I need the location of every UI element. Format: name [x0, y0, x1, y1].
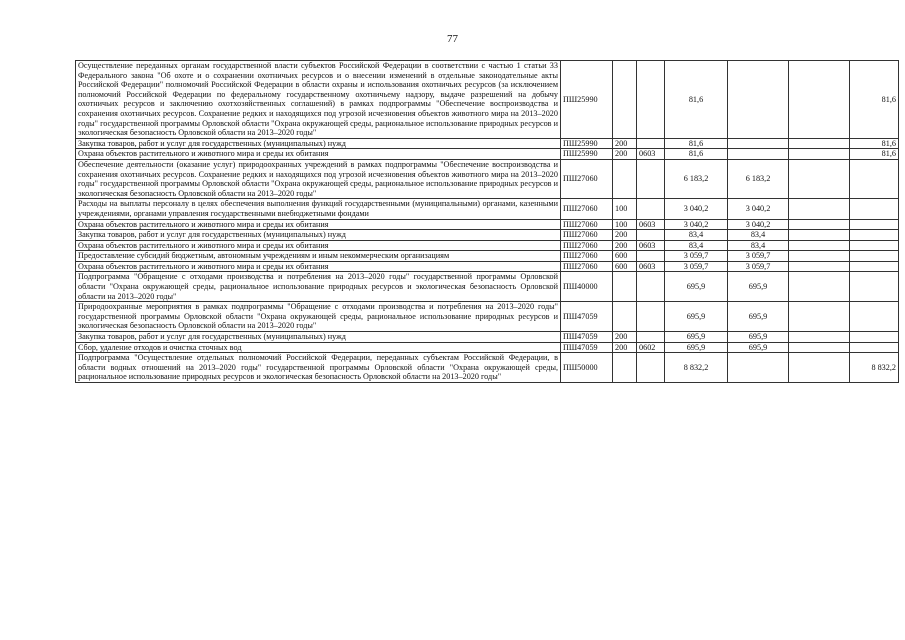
row-extra-amount	[789, 342, 850, 353]
row-section-code	[637, 332, 665, 343]
row-target-code: ПШ40000	[561, 272, 613, 302]
row-extra-amount	[789, 261, 850, 272]
row-federal-amount	[850, 332, 899, 343]
row-description: Природоохранные мероприятия в рамках подпрограммы "Обращение с отходами производства и потребления на 2013–2020 годы" государственной программы Орловской области "Охрана окружающей среды, рациональное использование природных ресурсов и экологическая безопасность Орловской области на 2013–2020 годы"	[76, 302, 561, 332]
row-description: Обеспечение деятельности (оказание услуг) природоохранных учреждений в рамках подпрограммы "Обеспечение воспроизводства и сохранения охотничьих ресурсов. Сохранение редких и находящихся под угрозой исчезновения объектов животного мира на 2013–2020 годы" государственной программы Орловской области "Охрана окружающей среды, рациональное использование природных ресурсов и экологическая безопасность Орловской области на 2013–2020 годы"	[76, 159, 561, 198]
row-description: Закупка товаров, работ и услуг для государственных (муниципальных) нужд	[76, 332, 561, 343]
row-expense-type	[613, 272, 637, 302]
row-total-amount: 695,9	[665, 332, 728, 343]
row-regional-amount: 695,9	[728, 272, 789, 302]
row-federal-amount	[850, 272, 899, 302]
row-expense-type	[613, 159, 637, 198]
row-extra-amount	[789, 230, 850, 241]
row-expense-type: 200	[613, 138, 637, 149]
table-row	[76, 342, 899, 353]
row-description: Расходы на выплаты персоналу в целях обеспечения выполнения функций государственными (муниципальными) органами, казенными учреждениями, органами управления государственными внебюджетными фондами	[76, 199, 561, 219]
row-regional-amount: 695,9	[728, 302, 789, 332]
row-extra-amount	[789, 219, 850, 230]
row-description: Охрана объектов растительного и животного мира и среды их обитания	[76, 149, 561, 160]
row-target-code: ПШ25990	[561, 61, 613, 139]
table-body	[76, 61, 899, 383]
row-expense-type: 100	[613, 199, 637, 219]
row-total-amount: 81,6	[665, 149, 728, 160]
row-section-code: 0603	[637, 149, 665, 160]
row-target-code: ПШ27060	[561, 159, 613, 198]
table-row	[76, 199, 899, 219]
row-extra-amount	[789, 149, 850, 160]
row-section-code	[637, 230, 665, 241]
row-total-amount: 3 059,7	[665, 251, 728, 262]
row-total-amount: 695,9	[665, 342, 728, 353]
row-extra-amount	[789, 240, 850, 251]
budget-table	[75, 60, 899, 383]
row-section-code	[637, 199, 665, 219]
row-regional-amount: 3 059,7	[728, 251, 789, 262]
row-regional-amount: 3 040,2	[728, 219, 789, 230]
row-target-code: ПШ25990	[561, 149, 613, 160]
row-section-code	[637, 272, 665, 302]
row-target-code: ПШ50000	[561, 353, 613, 383]
row-section-code	[637, 159, 665, 198]
row-description: Охрана объектов растительного и животного мира и среды их обитания	[76, 240, 561, 251]
row-target-code: ПШ27060	[561, 230, 613, 241]
row-federal-amount	[850, 230, 899, 241]
row-total-amount: 83,4	[665, 230, 728, 241]
row-expense-type: 100	[613, 219, 637, 230]
table-row	[76, 219, 899, 230]
row-section-code: 0603	[637, 240, 665, 251]
row-regional-amount	[728, 353, 789, 383]
row-extra-amount	[789, 159, 850, 198]
row-federal-amount	[850, 342, 899, 353]
row-target-code: ПШ27060	[561, 261, 613, 272]
row-regional-amount: 3 040,2	[728, 199, 789, 219]
row-total-amount: 6 183,2	[665, 159, 728, 198]
row-section-code	[637, 251, 665, 262]
row-regional-amount: 6 183,2	[728, 159, 789, 198]
table-row	[76, 138, 899, 149]
row-federal-amount: 81,6	[850, 149, 899, 160]
row-target-code: ПШ47059	[561, 302, 613, 332]
row-section-code: 0603	[637, 219, 665, 230]
row-expense-type	[613, 302, 637, 332]
row-extra-amount	[789, 251, 850, 262]
row-description: Охрана объектов растительного и животного мира и среды их обитания	[76, 261, 561, 272]
row-expense-type: 200	[613, 240, 637, 251]
row-regional-amount: 83,4	[728, 230, 789, 241]
row-target-code: ПШ25990	[561, 138, 613, 149]
row-expense-type: 200	[613, 342, 637, 353]
row-expense-type: 600	[613, 251, 637, 262]
row-extra-amount	[789, 332, 850, 343]
row-expense-type: 200	[613, 230, 637, 241]
row-total-amount: 3 040,2	[665, 219, 728, 230]
row-regional-amount: 695,9	[728, 342, 789, 353]
row-federal-amount	[850, 240, 899, 251]
table-row	[76, 149, 899, 160]
table-row	[76, 251, 899, 262]
row-federal-amount: 81,6	[850, 61, 899, 139]
row-extra-amount	[789, 353, 850, 383]
table-row	[76, 159, 899, 198]
row-extra-amount	[789, 199, 850, 219]
table-row	[76, 240, 899, 251]
row-extra-amount	[789, 138, 850, 149]
row-target-code: ПШ27060	[561, 199, 613, 219]
row-description: Подпрограмма "Обращение с отходами производства и потребления на 2013–2020 годы" государственной программы Орловской области "Охрана окружающей среды, рациональное использование природных ресурсов и экологическая безопасность Орловской области на 2013–2020 годы"	[76, 272, 561, 302]
row-expense-type: 600	[613, 261, 637, 272]
row-section-code: 0603	[637, 261, 665, 272]
row-expense-type: 200	[613, 332, 637, 343]
row-target-code: ПШ27060	[561, 219, 613, 230]
table-row	[76, 353, 899, 383]
row-regional-amount: 695,9	[728, 332, 789, 343]
table-row	[76, 302, 899, 332]
table-row	[76, 272, 899, 302]
row-federal-amount	[850, 199, 899, 219]
row-description: Закупка товаров, работ и услуг для государственных (муниципальных) нужд	[76, 138, 561, 149]
row-federal-amount	[850, 302, 899, 332]
row-regional-amount	[728, 149, 789, 160]
row-section-code	[637, 302, 665, 332]
row-description: Охрана объектов растительного и животного мира и среды их обитания	[76, 219, 561, 230]
row-extra-amount	[789, 302, 850, 332]
table-row	[76, 261, 899, 272]
row-extra-amount	[789, 61, 850, 139]
row-target-code: ПШ27060	[561, 251, 613, 262]
row-description: Предоставление субсидий бюджетным, автономным учреждениям и иным некоммерческим организациям	[76, 251, 561, 262]
row-description: Сбор, удаление отходов и очистка сточных вод	[76, 342, 561, 353]
row-expense-type	[613, 353, 637, 383]
table-row	[76, 230, 899, 241]
row-total-amount: 695,9	[665, 272, 728, 302]
row-section-code	[637, 61, 665, 139]
row-section-code	[637, 353, 665, 383]
row-expense-type: 200	[613, 149, 637, 160]
row-federal-amount: 81,6	[850, 138, 899, 149]
row-section-code: 0602	[637, 342, 665, 353]
row-total-amount: 3 040,2	[665, 199, 728, 219]
row-expense-type	[613, 61, 637, 139]
row-target-code: ПШ27060	[561, 240, 613, 251]
row-description: Осуществление переданных органам государственной власти субъектов Российской Федерации в соответствии с частью 1 статьи 33 Федерального закона "Об охоте и о сохранении охотничьих ресурсов и о внесении изменений в отдельные законодательные акты Российской Федерации" полномочий Российской Федерации в области охраны и использования охотничьих ресурсов (за исключением полномочий Российской Федерации по федеральному государственному охотничьему надзору, выдаче разрешений на добычу охотничьих ресурсов и заключению охотхозяйственных соглашений) в рамках подпрограммы "Обеспечение воспроизводства и сохранения охотничьих ресурсов. Сохранение редких и находящихся под угрозой исчезновения объектов животного мира на 2013–2020 годы" государственной программы Орловской области "Охрана окружающей среды, рациональное использование природных ресурсов и экологическая безопасность Орловской области на 2013–2020 годы"	[76, 61, 561, 139]
row-target-code: ПШ47059	[561, 332, 613, 343]
row-total-amount: 81,6	[665, 61, 728, 139]
row-federal-amount: 8 832,2	[850, 353, 899, 383]
row-regional-amount	[728, 138, 789, 149]
table-row	[76, 332, 899, 343]
row-regional-amount: 83,4	[728, 240, 789, 251]
row-federal-amount	[850, 251, 899, 262]
row-federal-amount	[850, 261, 899, 272]
row-section-code	[637, 138, 665, 149]
row-extra-amount	[789, 272, 850, 302]
page-number: 77	[447, 33, 458, 45]
row-federal-amount	[850, 219, 899, 230]
row-total-amount: 83,4	[665, 240, 728, 251]
row-total-amount: 695,9	[665, 302, 728, 332]
row-total-amount: 8 832,2	[665, 353, 728, 383]
row-regional-amount: 3 059,7	[728, 261, 789, 272]
row-total-amount: 3 059,7	[665, 261, 728, 272]
row-description: Закупка товаров, работ и услуг для государственных (муниципальных) нужд	[76, 230, 561, 241]
row-federal-amount	[850, 159, 899, 198]
row-regional-amount	[728, 61, 789, 139]
table-row	[76, 61, 899, 139]
row-total-amount: 81,6	[665, 138, 728, 149]
row-target-code: ПШ47059	[561, 342, 613, 353]
row-description: Подпрограмма "Осуществление отдельных полномочий Российской Федерации, переданных субъектам Российской Федерации, в области водных отношений на 2013–2020 годы" государственной программы Орловской области "Охрана окружающей среды, рациональное использование природных ресурсов и экологическая безопасность Орловской области на 2013–2020 годы"	[76, 353, 561, 383]
